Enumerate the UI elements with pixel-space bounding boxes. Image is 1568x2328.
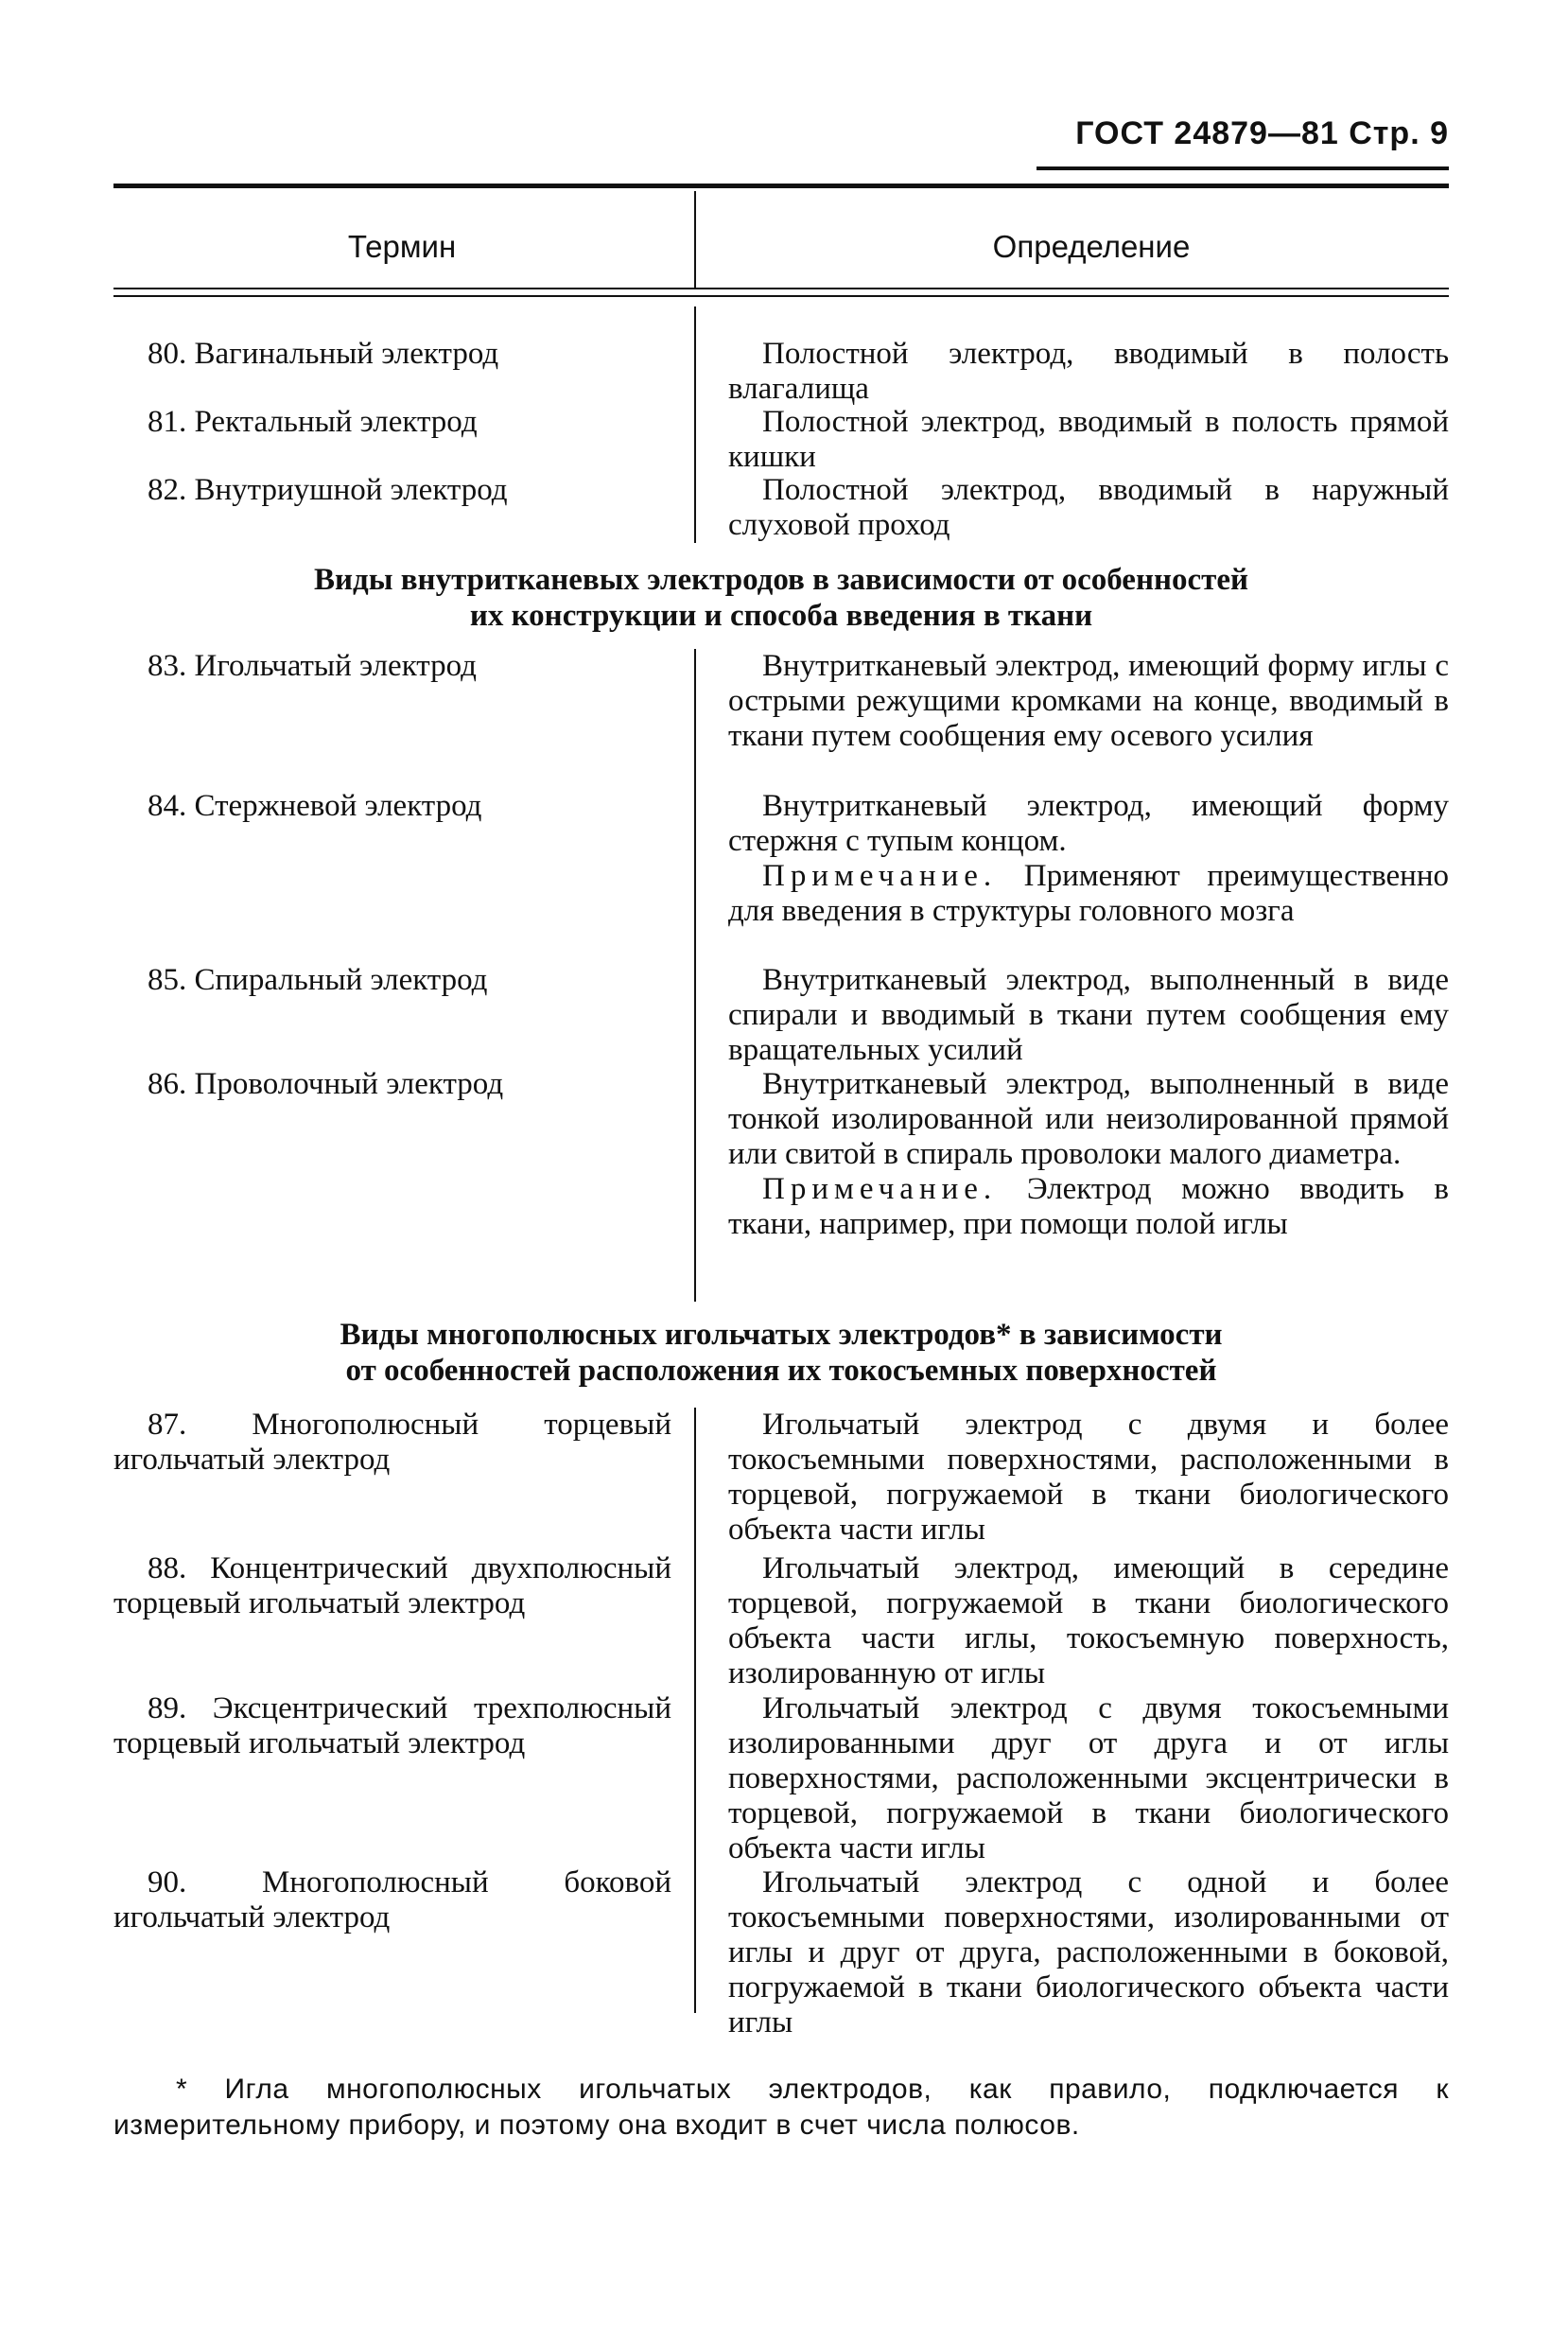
section-heading-multipolar bbox=[113, 1317, 1449, 1389]
table-header-rule bbox=[113, 288, 1449, 289]
term-text: Многополюсный боковой игольчатый электрод bbox=[113, 1865, 671, 1934]
term-group-interstitial bbox=[113, 649, 1449, 1302]
term-text: Концентрический двухполюсный торцевый игольчатый электрод bbox=[113, 1551, 671, 1620]
note bbox=[728, 1172, 1449, 1242]
definition-81: Полостной электрод, вводимый в полость прямой кишки bbox=[728, 405, 1449, 474]
column-divider bbox=[694, 306, 696, 543]
column-divider bbox=[694, 191, 696, 288]
table-header bbox=[113, 184, 1449, 297]
term-row-86 bbox=[113, 1067, 671, 1102]
definition-text: Внутритканевый электрод, имеющий форму стержня с тупым концом. bbox=[728, 789, 1449, 858]
section-heading-line: Виды многополюсных игольчатых электродов* в зависимости bbox=[340, 1318, 1223, 1352]
term-number: 89. bbox=[148, 1691, 187, 1725]
section-heading-interstitial bbox=[113, 562, 1449, 634]
term-row-84 bbox=[113, 789, 671, 824]
term-number: 88. bbox=[148, 1551, 187, 1585]
definition-80: Полостной электрод, вводимый в полость влагалища bbox=[728, 337, 1449, 406]
term-number: 80. bbox=[148, 337, 187, 371]
term-text: Внутриушной электрод bbox=[194, 473, 508, 507]
term-text: Ректальный электрод bbox=[194, 405, 478, 439]
term-row-90 bbox=[113, 1865, 671, 1935]
header-rule bbox=[1037, 166, 1449, 170]
column-divider bbox=[694, 649, 696, 1302]
note-text: Применяют преимущественно для введения в структуры головного мозга bbox=[728, 859, 1449, 928]
term-text: Проволочный электрод bbox=[194, 1067, 504, 1101]
term-text: Многополюсный торцевый игольчатый электрод bbox=[113, 1408, 671, 1477]
table-header-rule-double bbox=[113, 295, 1449, 297]
section-heading-line: их конструкции и способа введения в ткани bbox=[469, 599, 1093, 633]
term-text: Игольчатый электрод bbox=[194, 649, 477, 683]
definition-87: Игольчатый электрод с двумя и более токосъемными поверхностями, расположенными в торцевой, погружаемой в ткани биологического объекта части иглы bbox=[728, 1408, 1449, 1547]
term-group-multipolar bbox=[113, 1408, 1449, 2039]
footnote: * Игла многополюсных игольчатых электродов, как правило, подключается к измерительному прибору, и поэтому она входит в счет числа полюсов. bbox=[113, 2074, 1449, 2141]
column-divider bbox=[694, 1408, 696, 2013]
term-row-83 bbox=[113, 649, 671, 684]
term-number: 82. bbox=[148, 473, 187, 507]
term-number: 84. bbox=[148, 789, 187, 823]
table-top-rule bbox=[113, 184, 1449, 188]
section-heading-line: Виды внутритканевых электродов в зависимости от особенностей bbox=[314, 563, 1248, 597]
term-row-81 bbox=[113, 405, 671, 440]
note bbox=[728, 859, 1449, 929]
term-group-cavity bbox=[113, 306, 1449, 543]
definition-85: Внутритканевый электрод, выполненный в виде спирали и вводимый в ткани путем сообщения ему вращательных усилий bbox=[728, 963, 1449, 1067]
column-definition-title: Определение bbox=[992, 229, 1191, 264]
note-label: Примечание. bbox=[762, 859, 998, 893]
term-number: 90. bbox=[148, 1865, 187, 1899]
term-number: 83. bbox=[148, 649, 187, 683]
section-heading-line: от особенностей расположения их токосъемных поверхностей bbox=[345, 1354, 1217, 1388]
definition-83: Внутритканевый электрод, имеющий форму иглы с острыми режущими кромками на конце, вводимый в ткани путем сообщения ему осевого усилия bbox=[728, 649, 1449, 753]
term-row-85 bbox=[113, 963, 671, 998]
definition-88: Игольчатый электрод, имеющий в середине торцевой, погружаемой в ткани биологического объекта части иглы, токосъемную поверхность, изолированную от иглы bbox=[728, 1551, 1449, 1690]
definition-86 bbox=[728, 1067, 1449, 1242]
definition-text: Внутритканевый электрод, выполненный в виде тонкой изолированной или неизолированной прямой или свитой в спираль проволоки малого диаметра. bbox=[728, 1067, 1449, 1171]
document-page bbox=[113, 0, 1449, 2328]
definition-90: Игольчатый электрод с одной и более токосъемными поверхностями, изолированными от иглы и друг от друга, расположенными в боковой, погружаемой в ткани биологического объекта части иглы bbox=[728, 1865, 1449, 2039]
term-number: 87. bbox=[148, 1408, 187, 1442]
term-row-87 bbox=[113, 1408, 671, 1478]
running-header: ГОСТ 24879—81 Стр. 9 bbox=[1075, 115, 1449, 151]
note-text: Электрод можно вводить в ткани, например, при помощи полой иглы bbox=[728, 1172, 1449, 1241]
term-row-89 bbox=[113, 1691, 671, 1761]
definition-82: Полостной электрод, вводимый в наружный слуховой проход bbox=[728, 473, 1449, 542]
term-text: Вагинальный электрод bbox=[194, 337, 499, 371]
definition-89: Игольчатый электрод с двумя токосъемными изолированными друг от друга и от иглы поверхностями, расположенными эксцентрически в торцевой, погружаемой в ткани биологического объекта части иглы bbox=[728, 1691, 1449, 1865]
definition-84 bbox=[728, 789, 1449, 929]
term-text: Эксцентрический трехполюсный торцевый игольчатый электрод bbox=[113, 1691, 671, 1760]
term-row-82 bbox=[113, 473, 671, 508]
term-number: 86. bbox=[148, 1067, 187, 1101]
term-row-88 bbox=[113, 1551, 671, 1621]
note-label: Примечание. bbox=[762, 1172, 998, 1206]
term-text: Стержневой электрод bbox=[194, 789, 482, 823]
term-row-80 bbox=[113, 337, 671, 372]
term-text: Спиральный электрод bbox=[194, 963, 488, 997]
term-number: 81. bbox=[148, 405, 187, 439]
term-number: 85. bbox=[148, 963, 187, 997]
column-term-title: Термин bbox=[347, 229, 457, 264]
